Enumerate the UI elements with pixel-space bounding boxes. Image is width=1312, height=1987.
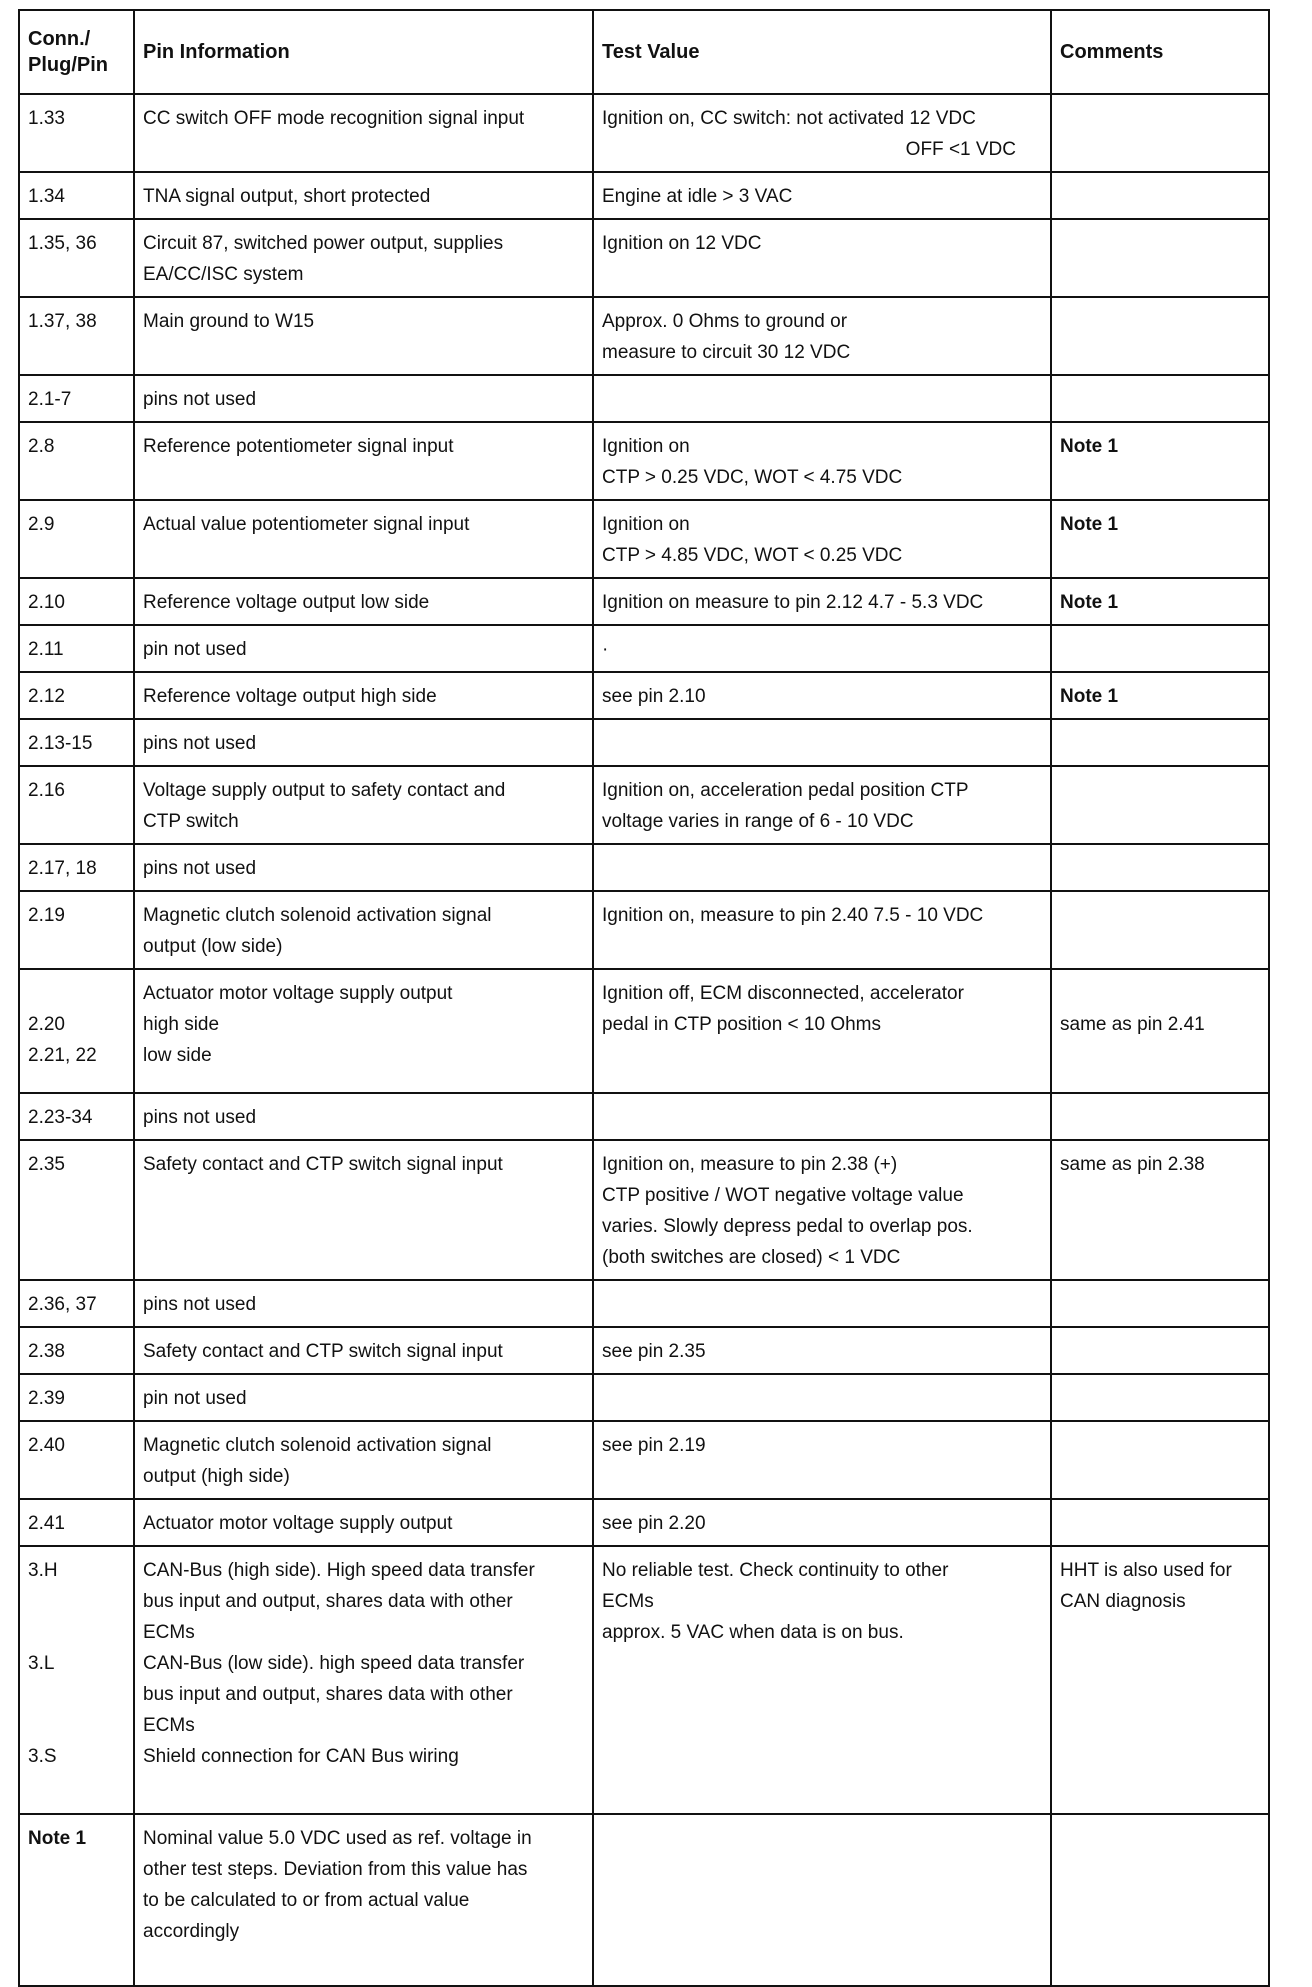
comment-cell	[1051, 1814, 1269, 1986]
header-test-value: Test Value	[593, 10, 1051, 94]
pin-info-cell: pins not used	[134, 719, 593, 766]
test-value-cell	[593, 719, 1051, 766]
comment-cell	[1051, 719, 1269, 766]
header-comments: Comments	[1051, 10, 1269, 94]
conn-cell: 2.38	[19, 1327, 134, 1374]
header-conn-line1: Conn./	[28, 28, 91, 50]
conn-cell: 2.10	[19, 578, 134, 625]
conn-line: 3.L	[28, 1653, 55, 1674]
pin-line: ECMs	[143, 1715, 195, 1736]
conn-cell: 2.12	[19, 672, 134, 719]
test-line: OFF <1 VDC	[905, 139, 1016, 160]
comment-cell	[1051, 219, 1269, 297]
pin-info-cell: Safety contact and CTP switch signal input	[134, 1327, 593, 1374]
conn-cell: 1.37, 38	[19, 297, 134, 375]
pin-info-cell	[134, 1814, 593, 1986]
test-line: voltage varies in range of 6 - 10 VDC	[602, 811, 914, 832]
conn-cell	[19, 1546, 134, 1814]
test-value-cell	[593, 1814, 1051, 1986]
pin-info-cell	[134, 219, 593, 297]
pin-info-cell: pins not used	[134, 844, 593, 891]
table-row	[19, 625, 1269, 672]
table-row	[19, 297, 1269, 375]
table-row	[19, 1814, 1269, 1986]
test-value-cell	[593, 766, 1051, 844]
comment-cell	[1051, 1093, 1269, 1140]
pin-line: Shield connection for CAN Bus wiring	[143, 1746, 459, 1767]
pin-info-cell	[134, 766, 593, 844]
test-value-cell	[593, 1140, 1051, 1280]
pin-info-cell: TNA signal output, short protected	[134, 172, 593, 219]
test-value-cell	[593, 844, 1051, 891]
conn-cell: 2.35	[19, 1140, 134, 1280]
comment-line: CAN diagnosis	[1060, 1591, 1186, 1612]
pin-info-cell: Actuator motor voltage supply output	[134, 1499, 593, 1546]
comment-cell	[1051, 844, 1269, 891]
pin-line: output (high side)	[143, 1466, 290, 1487]
table-row	[19, 969, 1269, 1093]
table-row	[19, 1140, 1269, 1280]
test-value-cell	[593, 1093, 1051, 1140]
pin-line: CAN-Bus (low side). high speed data transfer	[143, 1653, 525, 1674]
comment-cell	[1051, 172, 1269, 219]
table-row	[19, 94, 1269, 172]
pin-line: Magnetic clutch solenoid activation signal	[143, 1435, 492, 1456]
test-value-cell: ·	[593, 625, 1051, 672]
pin-line: to be calculated to or from actual value	[143, 1890, 470, 1911]
pin-info-cell	[134, 1546, 593, 1814]
comment-cell	[1051, 94, 1269, 172]
header-conn-line2: Plug/Pin	[28, 54, 108, 76]
test-value-cell	[593, 891, 1051, 969]
table-row	[19, 1546, 1269, 1814]
table-row	[19, 172, 1269, 219]
table-row	[19, 1327, 1269, 1374]
test-value-cell	[593, 297, 1051, 375]
test-line: Ignition on, measure to pin 2.38 (+)	[602, 1154, 898, 1175]
conn-cell: 2.19	[19, 891, 134, 969]
test-value-cell: see pin 2.10	[593, 672, 1051, 719]
comment-cell	[1051, 1374, 1269, 1421]
conn-line: 2.20	[28, 1014, 65, 1035]
pin-info-cell: Reference potentiometer signal input	[134, 422, 593, 500]
conn-line: 2.21, 22	[28, 1045, 97, 1066]
conn-cell: 2.16	[19, 766, 134, 844]
conn-cell: 1.35, 36	[19, 219, 134, 297]
test-value-cell	[593, 1280, 1051, 1327]
table-row	[19, 1374, 1269, 1421]
conn-cell: 2.8	[19, 422, 134, 500]
pin-line: low side	[143, 1045, 212, 1066]
header-pin-information: Pin Information	[134, 10, 593, 94]
comment-cell	[1051, 1327, 1269, 1374]
comment-line: same as pin 2.41	[1060, 1014, 1205, 1035]
pin-info-cell: pins not used	[134, 1280, 593, 1327]
table-row	[19, 219, 1269, 297]
pin-info-cell: pins not used	[134, 1093, 593, 1140]
table-row	[19, 1421, 1269, 1499]
table-row	[19, 1280, 1269, 1327]
table-row	[19, 578, 1269, 625]
table-row	[19, 375, 1269, 422]
comment-cell	[1051, 1280, 1269, 1327]
test-value-cell	[593, 1546, 1051, 1814]
test-value-cell: see pin 2.35	[593, 1327, 1051, 1374]
test-value-cell: see pin 2.19	[593, 1421, 1051, 1499]
comment-line: HHT is also used for	[1060, 1560, 1232, 1581]
table-row	[19, 766, 1269, 844]
test-value-cell	[593, 969, 1051, 1093]
test-value-cell	[593, 500, 1051, 578]
test-value-cell: see pin 2.20	[593, 1499, 1051, 1546]
test-line: ECMs	[602, 1591, 654, 1612]
test-value-cell	[593, 1374, 1051, 1421]
conn-cell: 1.34	[19, 172, 134, 219]
conn-cell: 2.23-34	[19, 1093, 134, 1140]
comment-cell	[1051, 969, 1269, 1093]
conn-line: 3.H	[28, 1560, 58, 1581]
conn-cell: 1.33	[19, 94, 134, 172]
comment-cell: Note 1	[1051, 578, 1269, 625]
pin-line: Voltage supply output to safety contact and	[143, 780, 506, 801]
conn-cell: 2.41	[19, 1499, 134, 1546]
table-row	[19, 891, 1269, 969]
conn-cell: 2.17, 18	[19, 844, 134, 891]
table-row	[19, 672, 1269, 719]
pin-line: accordingly	[143, 1921, 240, 1942]
conn-cell: 2.9	[19, 500, 134, 578]
conn-cell: 2.36, 37	[19, 1280, 134, 1327]
pin-line: output (low side)	[143, 936, 283, 957]
test-line: CTP > 0.25 VDC, WOT < 4.75 VDC	[602, 467, 903, 488]
test-line: Ignition on, acceleration pedal position CTP	[602, 780, 969, 801]
pin-line: EA/CC/ISC system	[143, 264, 304, 285]
comment-cell	[1051, 1421, 1269, 1499]
comment-cell: same as pin 2.38	[1051, 1140, 1269, 1280]
pin-info-cell: pin not used	[134, 1374, 593, 1421]
test-value-cell	[593, 422, 1051, 500]
comment-cell	[1051, 625, 1269, 672]
test-line: Ignition off, ECM disconnected, accelerator	[602, 983, 964, 1004]
test-line: pedal in CTP position < 10 Ohms	[602, 1014, 881, 1035]
pin-info-cell	[134, 969, 593, 1093]
conn-cell: 2.1-7	[19, 375, 134, 422]
test-line: Ignition on measure to pin 2.12 4.7 - 5.3 VDC	[602, 592, 984, 613]
test-value-cell: Engine at idle > 3 VAC	[593, 172, 1051, 219]
table-header-row	[19, 10, 1269, 94]
pin-info-cell: Reference voltage output low side	[134, 578, 593, 625]
test-value-cell	[593, 578, 1051, 625]
pin-line: CTP switch	[143, 811, 239, 832]
comment-cell	[1051, 375, 1269, 422]
conn-cell: Note 1	[19, 1814, 134, 1986]
test-line: Ignition on, measure to pin 2.40 7.5 - 10 VDC	[602, 905, 984, 926]
test-line: CTP positive / WOT negative voltage value	[602, 1185, 964, 1206]
test-line: Ignition on, CC switch: not activated 12 VDC	[602, 108, 976, 129]
comment-cell: Note 1	[1051, 422, 1269, 500]
pin-info-cell: pins not used	[134, 375, 593, 422]
test-line: Ignition on	[602, 436, 690, 457]
table-row	[19, 1499, 1269, 1546]
test-value-cell	[593, 94, 1051, 172]
pin-line: bus input and output, shares data with other	[143, 1591, 513, 1612]
table-row	[19, 1093, 1269, 1140]
table-row	[19, 844, 1269, 891]
pin-info-cell: CC switch OFF mode recognition signal input	[134, 94, 593, 172]
conn-line	[28, 1710, 125, 1741]
comment-cell	[1051, 891, 1269, 969]
pin-line: bus input and output, shares data with other	[143, 1684, 513, 1705]
pin-info-cell: Safety contact and CTP switch signal input	[134, 1140, 593, 1280]
comment-line	[1060, 978, 1260, 1009]
pin-info-cell	[134, 891, 593, 969]
comment-cell	[1051, 766, 1269, 844]
table-row	[19, 500, 1269, 578]
pin-info-cell	[134, 1421, 593, 1499]
pin-line: other test steps. Deviation from this value has	[143, 1859, 528, 1880]
pin-line: Actuator motor voltage supply output	[143, 983, 453, 1004]
conn-cell: 2.39	[19, 1374, 134, 1421]
test-line: CTP > 4.85 VDC, WOT < 0.25 VDC	[602, 545, 903, 566]
conn-line	[28, 1617, 125, 1648]
pin-info-cell: Actual value potentiometer signal input	[134, 500, 593, 578]
comment-cell: Note 1	[1051, 672, 1269, 719]
conn-line	[28, 1586, 125, 1617]
pin-line: Nominal value 5.0 VDC used as ref. voltage in	[143, 1828, 532, 1849]
pin-line: Magnetic clutch solenoid activation signal	[143, 905, 492, 926]
comment-cell	[1051, 1546, 1269, 1814]
pin-line: CAN-Bus (high side). High speed data transfer	[143, 1560, 535, 1581]
pin-line: ECMs	[143, 1622, 195, 1643]
test-line: Approx. 0 Ohms to ground or	[602, 311, 848, 332]
conn-line: 3.S	[28, 1746, 57, 1767]
test-line: varies. Slowly depress pedal to overlap pos.	[602, 1216, 973, 1237]
pin-test-table	[18, 9, 1270, 1987]
conn-cell: 2.13-15	[19, 719, 134, 766]
conn-line	[28, 978, 125, 1009]
conn-line	[28, 1679, 125, 1710]
pin-info-cell: pin not used	[134, 625, 593, 672]
comment-cell	[1051, 297, 1269, 375]
test-line: No reliable test. Check continuity to other	[602, 1560, 949, 1581]
conn-cell: 2.11	[19, 625, 134, 672]
test-value-cell: Ignition on 12 VDC	[593, 219, 1051, 297]
conn-cell: 2.40	[19, 1421, 134, 1499]
pin-info-cell: Main ground to W15	[134, 297, 593, 375]
test-line: measure to circuit 30 12 VDC	[602, 342, 851, 363]
test-line: approx. 5 VAC when data is on bus.	[602, 1622, 904, 1643]
test-line: (both switches are closed) < 1 VDC	[602, 1247, 901, 1268]
test-value-cell	[593, 375, 1051, 422]
pin-line: high side	[143, 1014, 220, 1035]
pin-info-cell: Reference voltage output high side	[134, 672, 593, 719]
table-row	[19, 422, 1269, 500]
conn-cell	[19, 969, 134, 1093]
pin-line: Circuit 87, switched power output, supplies	[143, 233, 504, 254]
comment-cell: Note 1	[1051, 500, 1269, 578]
comment-cell	[1051, 1499, 1269, 1546]
header-conn-plug-pin	[19, 10, 134, 94]
test-line: Ignition on	[602, 514, 690, 535]
table-row	[19, 719, 1269, 766]
